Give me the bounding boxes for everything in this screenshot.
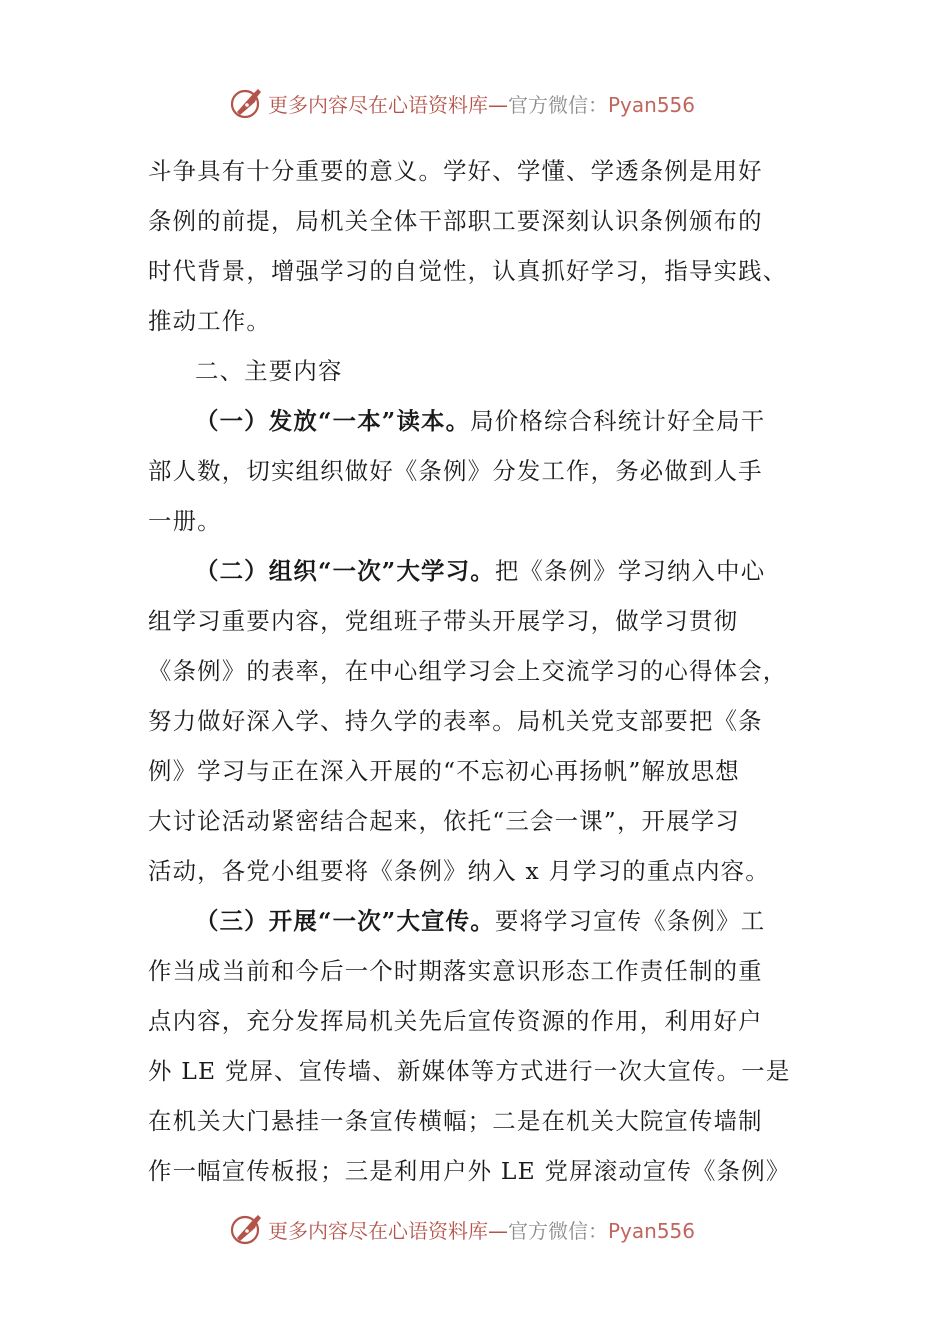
header-watermark <box>228 83 695 123</box>
text-line: 作当成当前和今后一个时期落实意识形态工作责任制的重 <box>148 957 763 985</box>
text-line: 条例的前提，局机关全体干部职工要深刻认识条例颁布的 <box>148 207 763 235</box>
text-line: 在机关大门悬挂一条宣传横幅；二是在机关大院宣传墙制 <box>148 1107 763 1135</box>
watermark-dash: — <box>488 1218 508 1243</box>
item1-title: （一）发放“一本”读本。 <box>195 407 471 435</box>
item1-text: 局价格综合科统计好全局干 <box>470 407 766 435</box>
text-line: 时代背景，增强学习的自觉性，认真抓好学习，指导实践、 <box>148 257 788 285</box>
text-line: 推动工作。 <box>148 307 271 335</box>
pen-nib-icon <box>228 85 264 121</box>
wechat-id: Pyan556 <box>608 1218 696 1243</box>
wechat-id: Pyan556 <box>608 92 696 117</box>
text-line: 外 LE 党屏、宣传墙、新媒体等方式进行一次大宣传。一是 <box>148 1057 791 1085</box>
document-body <box>148 146 808 1196</box>
text-line: 一册。 <box>148 507 222 535</box>
text-line: 《条例》的表率，在中心组学习会上交流学习的心得体会， <box>148 657 788 685</box>
item2-title: （二）组织“一次”大学习。 <box>195 557 495 585</box>
watermark-text: 更多内容尽在心语资料库 <box>268 1218 488 1243</box>
watermark-dash: — <box>488 92 508 117</box>
text-line: 作一幅宣传板报；三是利用户外 LE 党屏滚动宣传《条例》 <box>148 1157 791 1185</box>
pen-nib-icon <box>228 1211 264 1247</box>
footer-watermark <box>228 1209 695 1249</box>
text-line: 活动，各党小组要将《条例》纳入 x 月学习的重点内容。 <box>148 857 770 885</box>
item2-text: 把《条例》学习纳入中心 <box>494 557 766 585</box>
item2-first-line <box>148 546 808 596</box>
watermark-text: 更多内容尽在心语资料库 <box>268 92 488 117</box>
text-line: 斗争具有十分重要的意义。学好、学懂、学透条例是用好 <box>148 157 763 185</box>
item3-first-line <box>148 896 808 946</box>
item3-title: （三）开展“一次”大宣传。 <box>195 907 495 935</box>
wechat-label: 官方微信： <box>508 92 608 117</box>
wechat-label: 官方微信： <box>508 1218 608 1243</box>
text-line: 部人数，切实组织做好《条例》分发工作，务必做到人手 <box>148 457 763 485</box>
text-line: 例》学习与正在深入开展的“不忘初心再扬帆”解放思想 <box>148 757 740 785</box>
text-line: 组学习重要内容，党组班子带头开展学习，做学习贯彻 <box>148 607 739 635</box>
text-line: 大讨论活动紧密结合起来，依托“三会一课”，开展学习 <box>148 807 740 835</box>
section-heading: 二、主要内容 <box>195 357 343 385</box>
item1-first-line <box>148 396 808 446</box>
text-line: 努力做好深入学、持久学的表率。局机关党支部要把《条 <box>148 707 763 735</box>
text-line: 点内容，充分发挥局机关先后宣传资源的作用，利用好户 <box>148 1007 763 1035</box>
item3-text: 要将学习宣传《条例》工 <box>494 907 766 935</box>
